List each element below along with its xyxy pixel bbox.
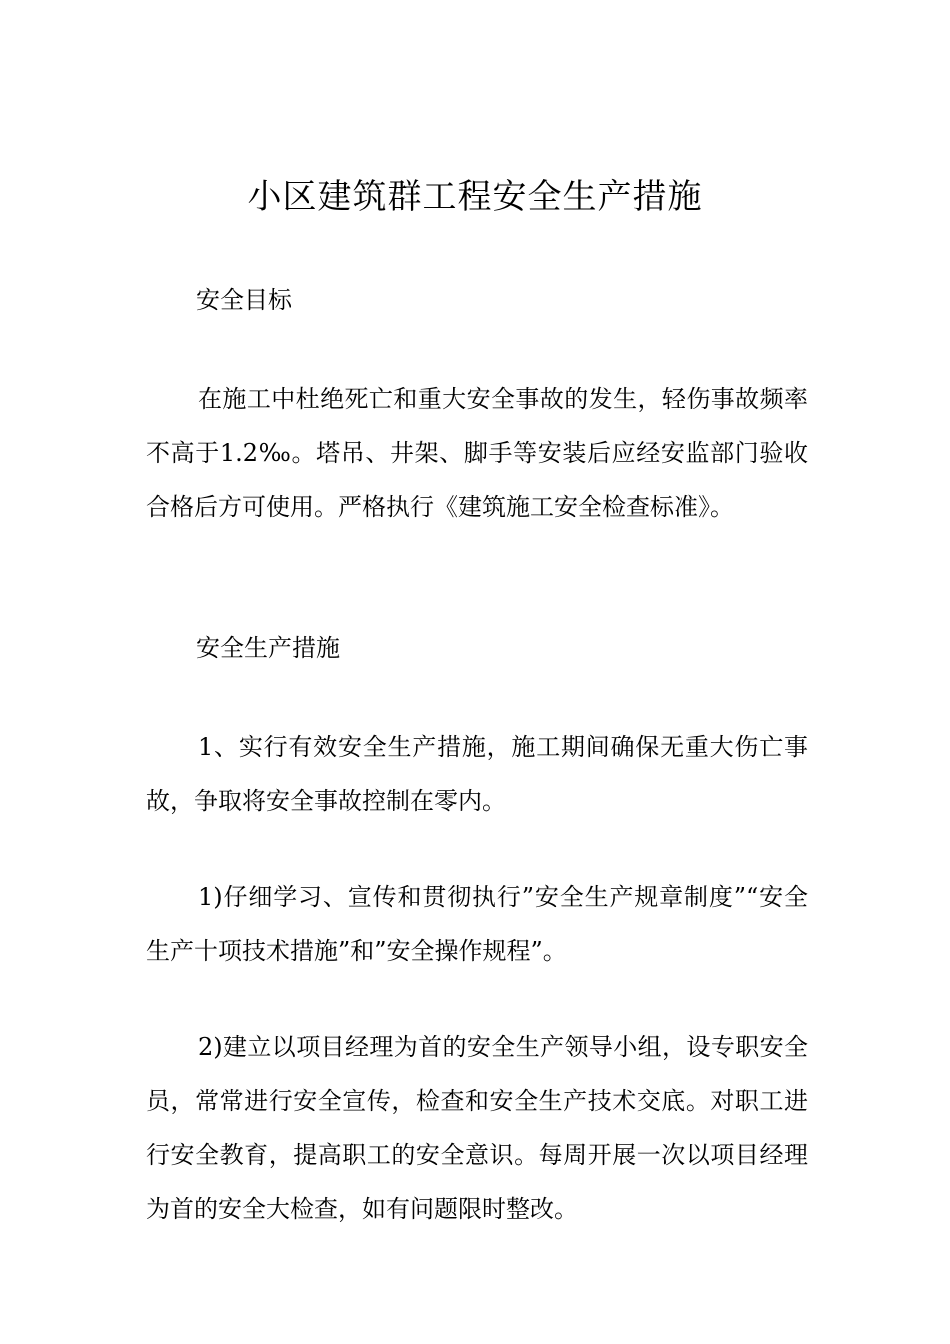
measure-subitem-1: 1)仔细学习、宣传和贯彻执行”安全生产规章制度”“安全生产十项技术措施”和”安全操作规程”。	[146, 883, 808, 965]
measure-subitem-2: 2)建立以项目经理为首的安全生产领导小组，设专职安全员，常常进行安全宣传，检查和安全生产技术交底。对职工进行安全教育，提高职工的安全意识。每周开展一次以项目经理为首的安全大检查，如有问题限时整改。	[146, 1033, 808, 1223]
section-heading-safety-measures: 安全生产措施	[196, 634, 340, 662]
section-heading-safety-goal: 安全目标	[196, 286, 292, 314]
document-title: 小区建筑群工程安全生产措施	[247, 177, 703, 217]
measure-item-1: 1、实行有效安全生产措施，施工期间确保无重大伤亡事故，争取将安全事故控制在零内。	[146, 733, 808, 815]
safety-goal-paragraph: 在施工中杜绝死亡和重大安全事故的发生，轻伤事故频率不高于1.2‰。塔吊、井架、脚手等安装后应经安监部门验收合格后方可使用。严格执行《建筑施工安全检查标准》。	[146, 385, 808, 521]
